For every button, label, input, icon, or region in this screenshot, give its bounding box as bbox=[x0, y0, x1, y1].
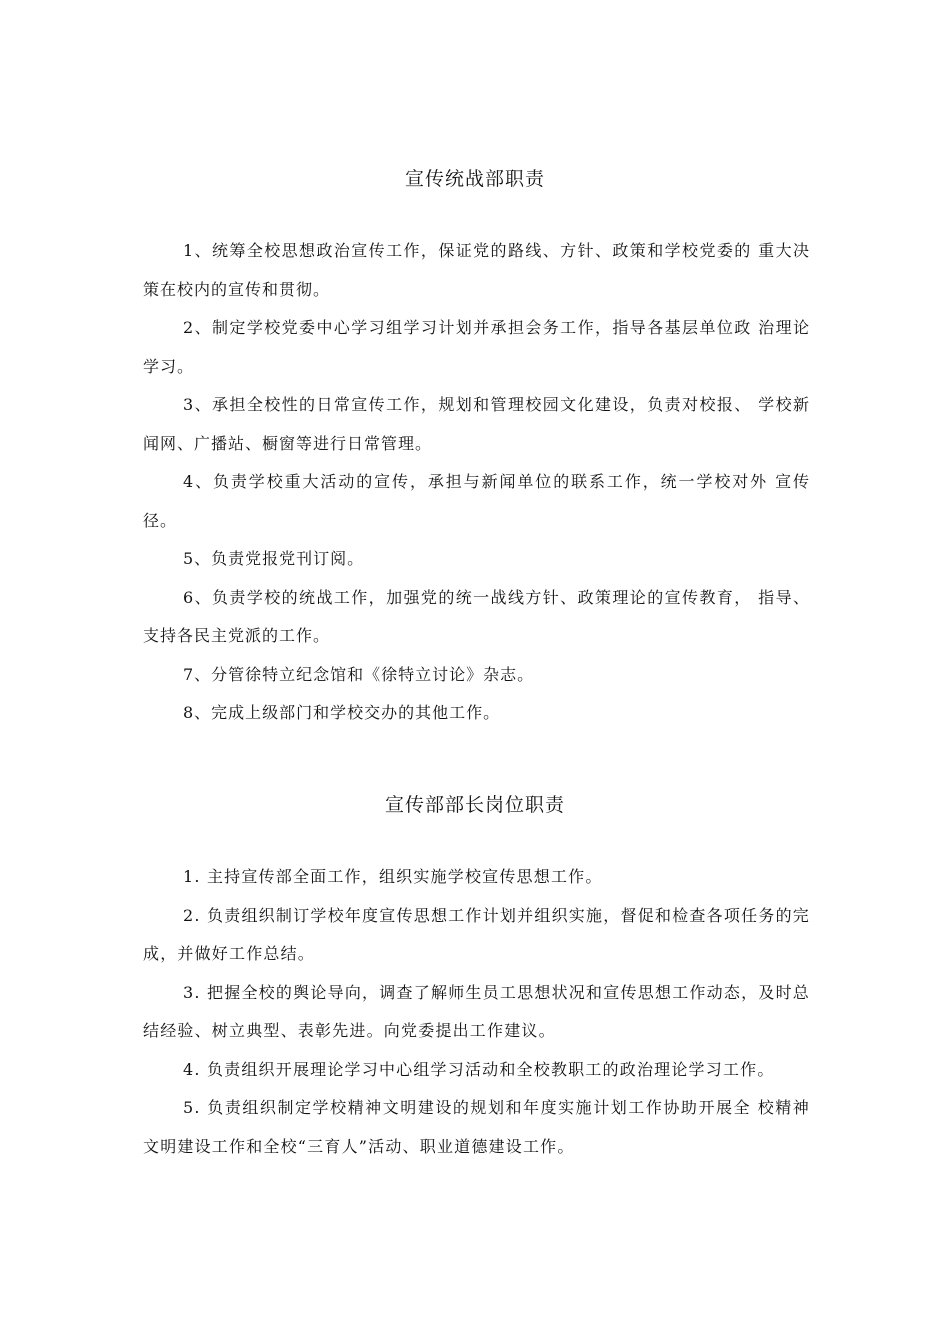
duty-item: 5、负责党报党刊订阅。 bbox=[183, 549, 365, 568]
duty-item: 2. 负责组织制订学校年度宣传思想工作计划并组织实施，督促和检查各项任务的完成，并做好工作总结。 bbox=[143, 905, 810, 963]
duty-item: 6、负责学校的统战工作，加强党的统一战线方针、政策理论的宣传教育， 指导、支持各民主党派的工作。 bbox=[143, 587, 810, 645]
duty-item: 1. 主持宣传部全面工作，组织实施学校宣传思想工作。 bbox=[183, 867, 603, 886]
duty-item: 2、制定学校党委中心学习组学习计划并承担会务工作，指导各基层单位政 治理论学习。 bbox=[143, 318, 810, 376]
section-title: 宣传统战部职责 bbox=[404, 168, 545, 190]
duty-list bbox=[0, 858, 950, 1166]
duty-item: 1、统筹全校思想政治宣传工作，保证党的路线、方针、政策和学校党委的 重大决策在校内的宣传和贯彻。 bbox=[143, 241, 810, 299]
duty-list bbox=[0, 232, 950, 733]
duty-item: 3. 把握全校的舆论导向，调查了解师生员工思想状况和宣传思想工作动态，及时总结经验、树立典型、表彰先进。向党委提出工作建议。 bbox=[143, 982, 810, 1040]
section-propaganda-minister-duties bbox=[0, 790, 950, 1166]
section-propaganda-united-front-duties bbox=[0, 164, 950, 733]
section-title: 宣传部部长岗位职责 bbox=[384, 794, 565, 816]
duty-item: 4. 负责组织开展理论学习中心组学习活动和全校教职工的政治理论学习工作。 bbox=[183, 1059, 775, 1079]
duty-item: 4、负责学校重大活动的宣传，承担与新闻单位的联系工作，统一学校对外 宣传径。 bbox=[143, 472, 810, 530]
duty-item: 7、分管徐特立纪念馆和《徐特立讨论》杂志。 bbox=[183, 664, 535, 684]
duty-item: 3、承担全校性的日常宣传工作，规划和管理校园文化建设，负责对校报、 学校新闻网、广播站、橱窗等进行日常管理。 bbox=[143, 395, 810, 453]
duty-item: 8、完成上级部门和学校交办的其他工作。 bbox=[183, 703, 501, 722]
duty-item: 5. 负责组织制定学校精神文明建设的规划和年度实施计划工作协助开展全 校精神文明建设工作和全校“三育人”活动、职业道德建设工作。 bbox=[143, 1098, 810, 1156]
